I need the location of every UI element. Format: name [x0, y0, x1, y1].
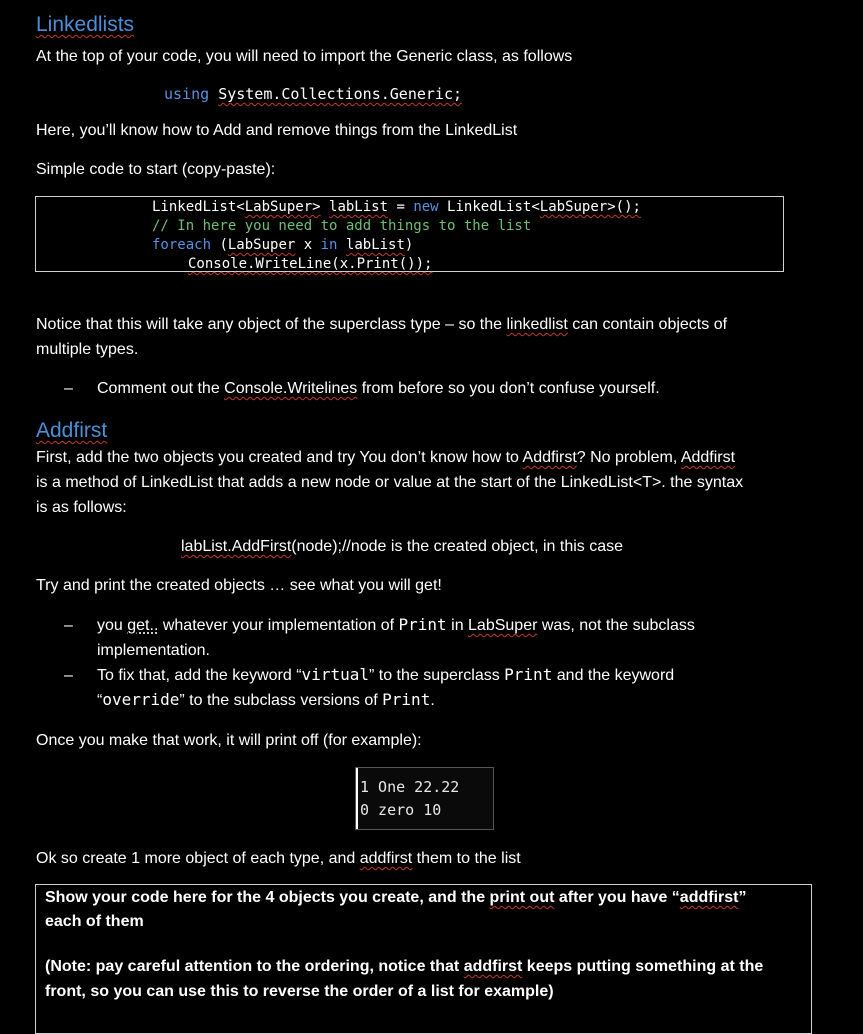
text-run: ” to the superclass	[368, 667, 505, 684]
text-run: Console.Writelines	[224, 380, 358, 397]
code-token: LinkedList<	[438, 199, 540, 215]
bullet-you-get-line-1	[97, 614, 695, 638]
code-line-2-comment: // In here you need to add things to the list	[152, 218, 532, 234]
inline-code: override	[102, 690, 180, 709]
text-run: Ok so create 1 more object of each type, and	[36, 850, 360, 867]
text-run: whatever your implementation of	[158, 617, 399, 634]
bullet-you-get-line-2: implementation.	[97, 642, 210, 659]
code-token: labList	[329, 199, 389, 215]
answer-box-line-4: front, so you can use this to reverse the order of a list for example)	[45, 983, 554, 1000]
text-run: in	[446, 617, 469, 634]
text-run: was, not the subclass	[537, 617, 695, 634]
text-run: and the keyword	[552, 667, 675, 684]
once-text: Once you make that work, it will print off (for example):	[36, 732, 422, 749]
text-run: labList.AddFirst	[181, 538, 292, 555]
code-token: labList	[345, 237, 405, 253]
text-run: after you have “	[554, 889, 680, 906]
heading-addfirst: Addfirst	[36, 419, 108, 442]
code-keyword: new	[413, 199, 439, 215]
simple-code-text: Simple code to start (copy-paste):	[36, 161, 276, 178]
inline-code: Print	[398, 615, 447, 634]
code-line-1	[152, 198, 641, 217]
bullet-virtual-line-2	[97, 689, 435, 713]
code-token: LabSuper>	[244, 199, 321, 215]
bullet-dash: –	[64, 667, 73, 684]
text-run: .	[430, 692, 435, 709]
text-run: addfirst	[359, 850, 413, 867]
text-run: First, add the two objects you created and try You don’t know how to	[36, 449, 523, 466]
text-run: linkedlist	[506, 316, 568, 333]
bullet-dash: –	[64, 617, 73, 634]
text-run: ” to the subclass versions of	[179, 692, 383, 709]
text-run: LabSuper	[468, 617, 538, 634]
console-line-2: 0 zero 10	[360, 801, 442, 819]
code-token: x	[295, 237, 321, 253]
intro-text: At the top of your code, you will need to import the Generic class, as follows	[36, 48, 573, 65]
code-token: (	[211, 237, 228, 253]
addfirst-syntax	[181, 535, 623, 559]
code-line-3	[152, 236, 413, 255]
code-token	[321, 199, 329, 215]
text-run: “	[97, 692, 103, 709]
console-cursor-bar	[356, 768, 358, 829]
console-output	[355, 767, 494, 830]
using-keyword: using	[164, 85, 210, 103]
text-run: To fix that, add the keyword “	[97, 667, 302, 684]
code-token	[337, 237, 345, 253]
text-run: get..	[127, 617, 159, 634]
text-run: ”	[738, 889, 747, 906]
addfirst-para-line-2: is a method of LinkedList that adds a new node or value at the start of the LinkedList<T>. the syntax	[36, 474, 744, 491]
create-more-text	[36, 847, 521, 871]
text-run: (node);//node is the created object, in this case	[291, 538, 624, 555]
inline-code: virtual	[301, 665, 369, 684]
code-token: LabSuper>();	[539, 199, 641, 215]
text-run: addfirst	[679, 889, 739, 906]
bullet-dash: –	[64, 380, 73, 397]
bullet-comment-out	[97, 377, 660, 401]
text-run: Addfirst	[680, 449, 736, 466]
notice-line-2: multiple types.	[36, 341, 139, 358]
using-namespace: System.Collections.Generic;	[218, 85, 463, 103]
text-run: Show your code here for the 4 objects you create, and the	[45, 889, 490, 906]
code-keyword: in	[320, 237, 338, 253]
code-token: =	[388, 199, 414, 215]
bullet-virtual-line-1	[97, 664, 674, 688]
text-run: them to the list	[412, 850, 521, 867]
inline-code: Print	[382, 690, 431, 709]
try-print-text: Try and print the created objects … see what you will get!	[36, 577, 442, 594]
know-how-text: Here, you’ll know how to Add and remove things from the LinkedList	[36, 122, 518, 139]
text-run: from before so you don’t confuse yourself.	[357, 380, 660, 397]
heading-linkedlists: Linkedlists	[36, 13, 135, 36]
code-keyword: foreach	[152, 237, 212, 253]
using-statement	[164, 85, 462, 104]
text-run: print out	[489, 889, 555, 906]
text-run: you	[97, 617, 128, 634]
inline-code: Print	[504, 665, 553, 684]
text-run: Notice that this will take any object of the superclass type – so the	[36, 316, 507, 333]
addfirst-para-line-3: is as follows:	[36, 499, 127, 516]
text-run: Comment out the	[97, 380, 225, 397]
text-run: addfirst	[463, 958, 523, 975]
code-token: )	[404, 237, 414, 253]
answer-box-line-2: each of them	[45, 913, 144, 930]
text-run: can contain objects of	[567, 316, 728, 333]
answer-box-line-3	[45, 955, 763, 979]
code-token: LinkedList<	[152, 199, 245, 215]
addfirst-para-line-1	[36, 446, 735, 470]
notice-line-1	[36, 313, 727, 337]
text-run: (Note: pay careful attention to the ordering, notice that	[45, 958, 464, 975]
code-token: LabSuper	[227, 237, 296, 253]
console-line-1: 1 One 22.22	[360, 778, 460, 796]
text-run: ? No problem,	[576, 449, 681, 466]
answer-box-line-1	[45, 886, 746, 910]
text-run: keeps putting something at the	[522, 958, 764, 975]
code-line-4: Console.WriteLine(x.Print());	[188, 256, 433, 272]
text-run: Addfirst	[522, 449, 577, 466]
